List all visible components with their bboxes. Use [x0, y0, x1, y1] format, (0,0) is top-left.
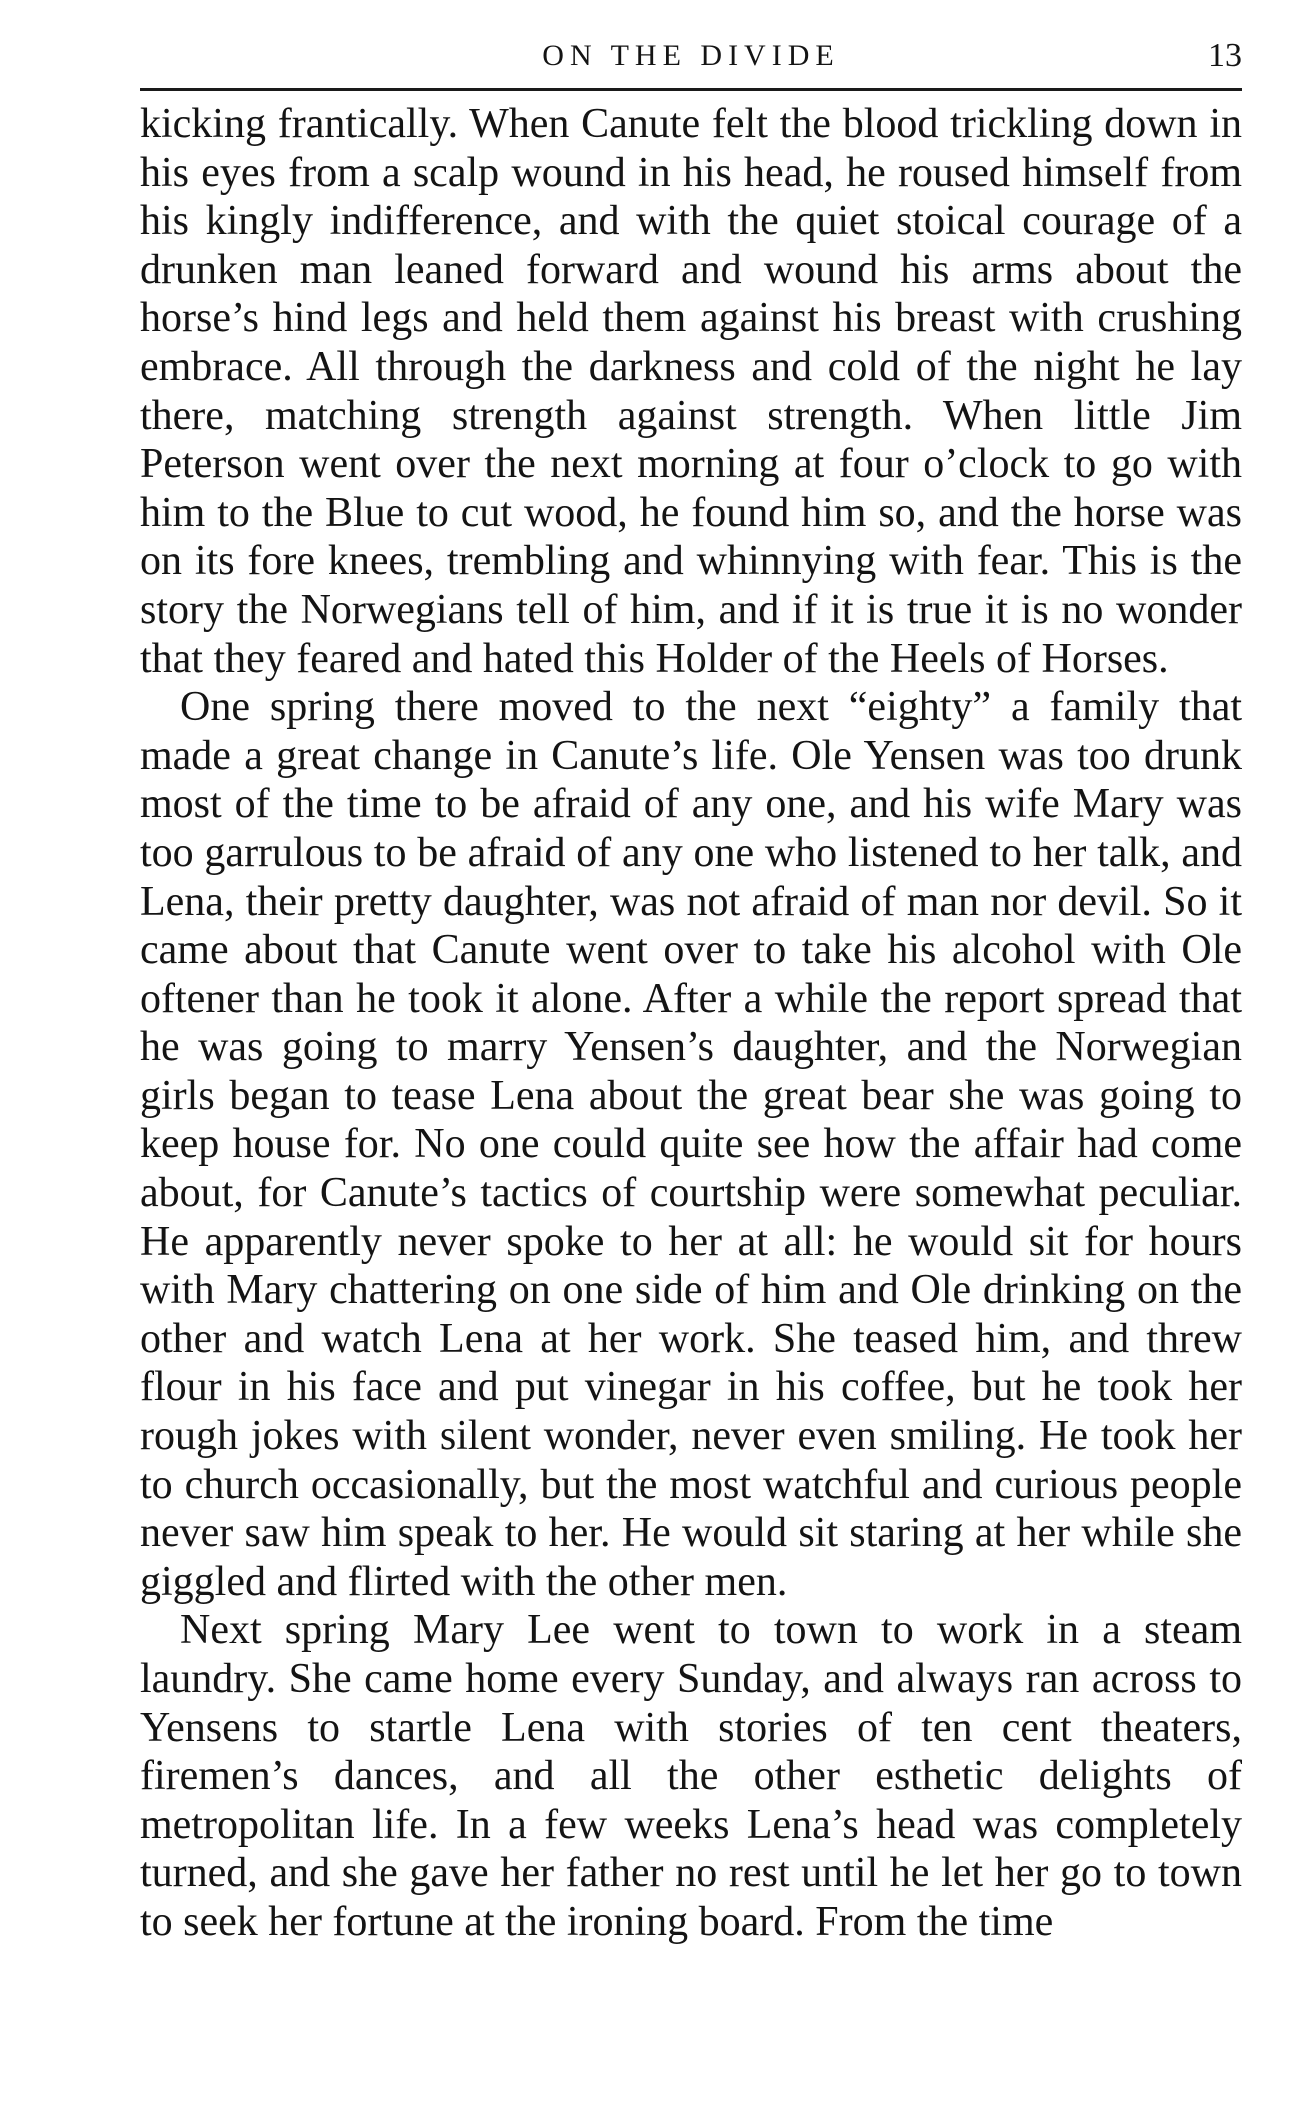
- paragraph-continued: kicking frantically. When Canute felt the blood trickling down in his eyes from a scalp wound in his head, he roused himself from his kingly indifference, and with the quiet stoical courage of a drunken man leaned forward and wound his arms about the horse’s hind legs and held them against his breast with crushing embrace. All through the darkness and cold of the night he lay there, matching strength against strength. When little Jim Peterson went over the next morning at four o’clock to go with him to the Blue to cut wood, he found him so, and the horse was on its fore knees, trembling and whinnying with fear. This is the story the Norwegians tell of him, and if it is true it is no wonder that they feared and hated this Holder of the Heels of Horses.: [140, 101, 1242, 682]
- paragraph: Next spring Mary Lee went to town to work in a steam laundry. She came home every Sunday, and always ran across to Yensens to startle Lena with stories of ten cent theaters, firemen’s dances, and all the other esthetic delights of metropolitan life. In a few weeks Lena’s head was completely turned, and she gave her father no rest until he let her go to town to seek her fortune at the ironing board. From the time: [140, 1607, 1242, 1945]
- page-number: 13: [1208, 37, 1242, 74]
- body-text: [140, 100, 1242, 1947]
- paragraph: One spring there moved to the next “eighty” a family that made a great change in Canute’s life. Ole Yensen was too drunk most of the time to be afraid of any one, and his wife Mary was too garrulous to be afraid of any one who listened to her talk, and Lena, their pretty daughter, was not afraid of man nor devil. So it came about that Canute went over to take his alcohol with Ole oftener than he took it alone. After a while the report spread that he was going to marry Yensen’s daughter, and the Norwegian girls began to tease Lena about the great bear she was going to keep house for. No one could quite see how the affair had come about, for Canute’s tactics of courtship were somewhat peculiar. He apparently never spoke to her at all: he would sit for hours with Mary chattering on one side of him and Ole drinking on the other and watch Lena at her work. She teased him, and threw flour in his face and put vinegar in his coffee, but he took her rough jokes with silent wonder, never even smiling. He took her to church occasionally, but the most watchful and curious people never saw him speak to her. He would sit staring at her while she giggled and flirted with the other men.: [140, 684, 1242, 1605]
- running-head: [140, 36, 1242, 88]
- header-rule: [140, 88, 1242, 91]
- running-title: ON THE DIVIDE: [542, 39, 840, 72]
